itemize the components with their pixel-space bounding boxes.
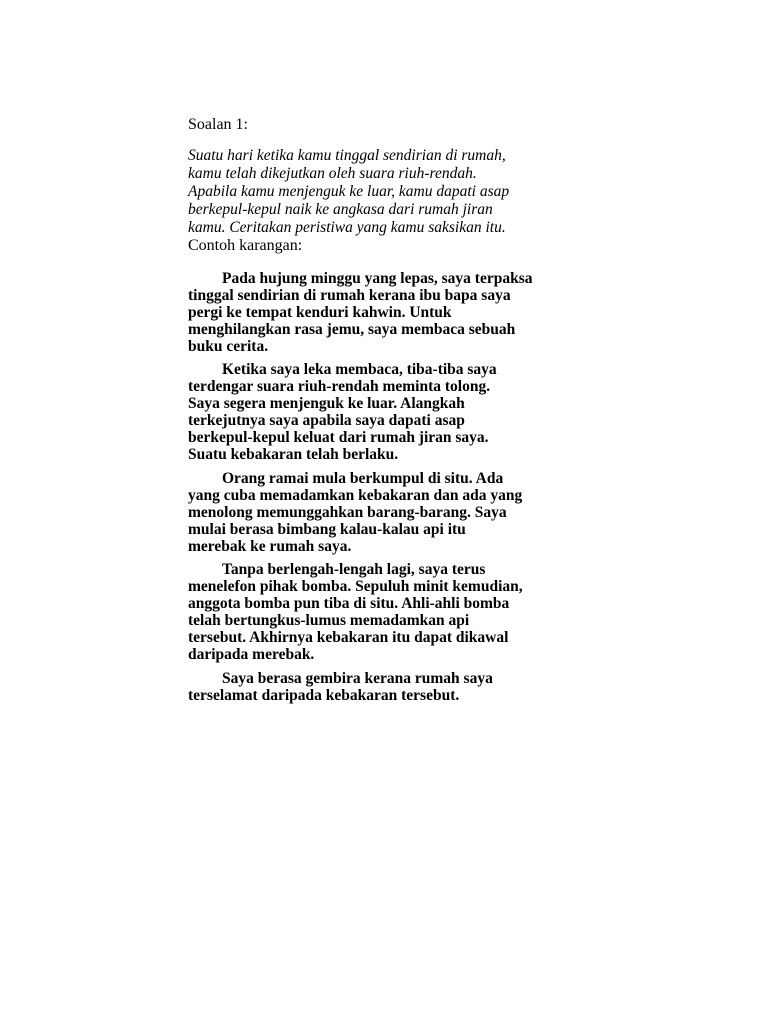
essay-line: terdengar suara riuh-rendah meminta tolong. bbox=[188, 378, 491, 395]
essay-line: Saya berasa gembira kerana rumah saya bbox=[222, 670, 493, 687]
question-line: kamu. Ceritakan peristiwa yang kamu saksikan itu. bbox=[188, 219, 506, 236]
essay-line: tinggal sendirian di rumah kerana ibu bapa saya bbox=[188, 287, 511, 304]
essay-line: Pada hujung minggu yang lepas, saya terpaksa bbox=[222, 270, 533, 287]
essay-line: Suatu kebakaran telah berlaku. bbox=[188, 446, 399, 463]
essay-line: anggota bomba pun tiba di situ. Ahli-ahli bomba bbox=[188, 595, 510, 612]
essay-line: buku cerita. bbox=[188, 338, 269, 355]
essay-line: menolong memunggahkan barang-barang. Saya bbox=[188, 504, 507, 521]
essay-line: mulai berasa bimbang kalau-kalau api itu bbox=[188, 521, 466, 538]
essay-paragraph-4 bbox=[188, 561, 523, 663]
essay-line: Orang ramai mula berkumpul di situ. Ada bbox=[222, 470, 504, 487]
essay-paragraph-5 bbox=[188, 670, 493, 704]
essay-line: daripada merebak. bbox=[188, 646, 315, 663]
essay-line: menelefon pihak bomba. Sepuluh minit kemudian, bbox=[188, 578, 523, 595]
essay-line: pergi ke tempat kenduri kahwin. Untuk bbox=[188, 304, 452, 321]
essay-line: terselamat daripada kebakaran tersebut. bbox=[188, 687, 460, 704]
essay-line: tersebut. Akhirnya kebakaran itu dapat dikawal bbox=[188, 629, 509, 646]
essay-paragraph-2 bbox=[188, 361, 497, 463]
question-line: Suatu hari ketika kamu tinggal sendirian di rumah, bbox=[188, 147, 506, 164]
question-line: kamu telah dikejutkan oleh suara riuh-rendah. bbox=[188, 165, 477, 182]
essay-paragraph-1 bbox=[188, 270, 533, 355]
essay-line: telah bertungkus-lumus memadamkan api bbox=[188, 612, 470, 629]
essay-line: Saya segera menjenguk ke luar. Alangkah bbox=[188, 395, 465, 412]
essay-line: menghilangkan rasa jemu, saya membaca sebuah bbox=[188, 321, 516, 338]
question-line: berkepul-kepul naik ke angkasa dari rumah jiran bbox=[188, 201, 493, 218]
essay-line: Tanpa berlengah-lengah lagi, saya terus bbox=[222, 561, 486, 578]
question-label: Soalan 1: bbox=[188, 116, 248, 133]
essay-line: terkejutnya saya apabila saya dapati asap bbox=[188, 412, 465, 429]
essay-paragraph-3 bbox=[188, 470, 522, 555]
example-label: Contoh karangan: bbox=[188, 237, 303, 254]
question-prompt bbox=[188, 147, 509, 237]
question-line: Apabila kamu menjenguk ke luar, kamu dapati asap bbox=[188, 183, 510, 200]
essay-line: Ketika saya leka membaca, tiba-tiba saya bbox=[222, 361, 497, 378]
essay-line: yang cuba memadamkan kebakaran dan ada yang bbox=[188, 487, 523, 504]
essay-line: berkepul-kepul keluat dari rumah jiran saya. bbox=[188, 429, 489, 446]
essay-line: merebak ke rumah saya. bbox=[188, 538, 352, 555]
